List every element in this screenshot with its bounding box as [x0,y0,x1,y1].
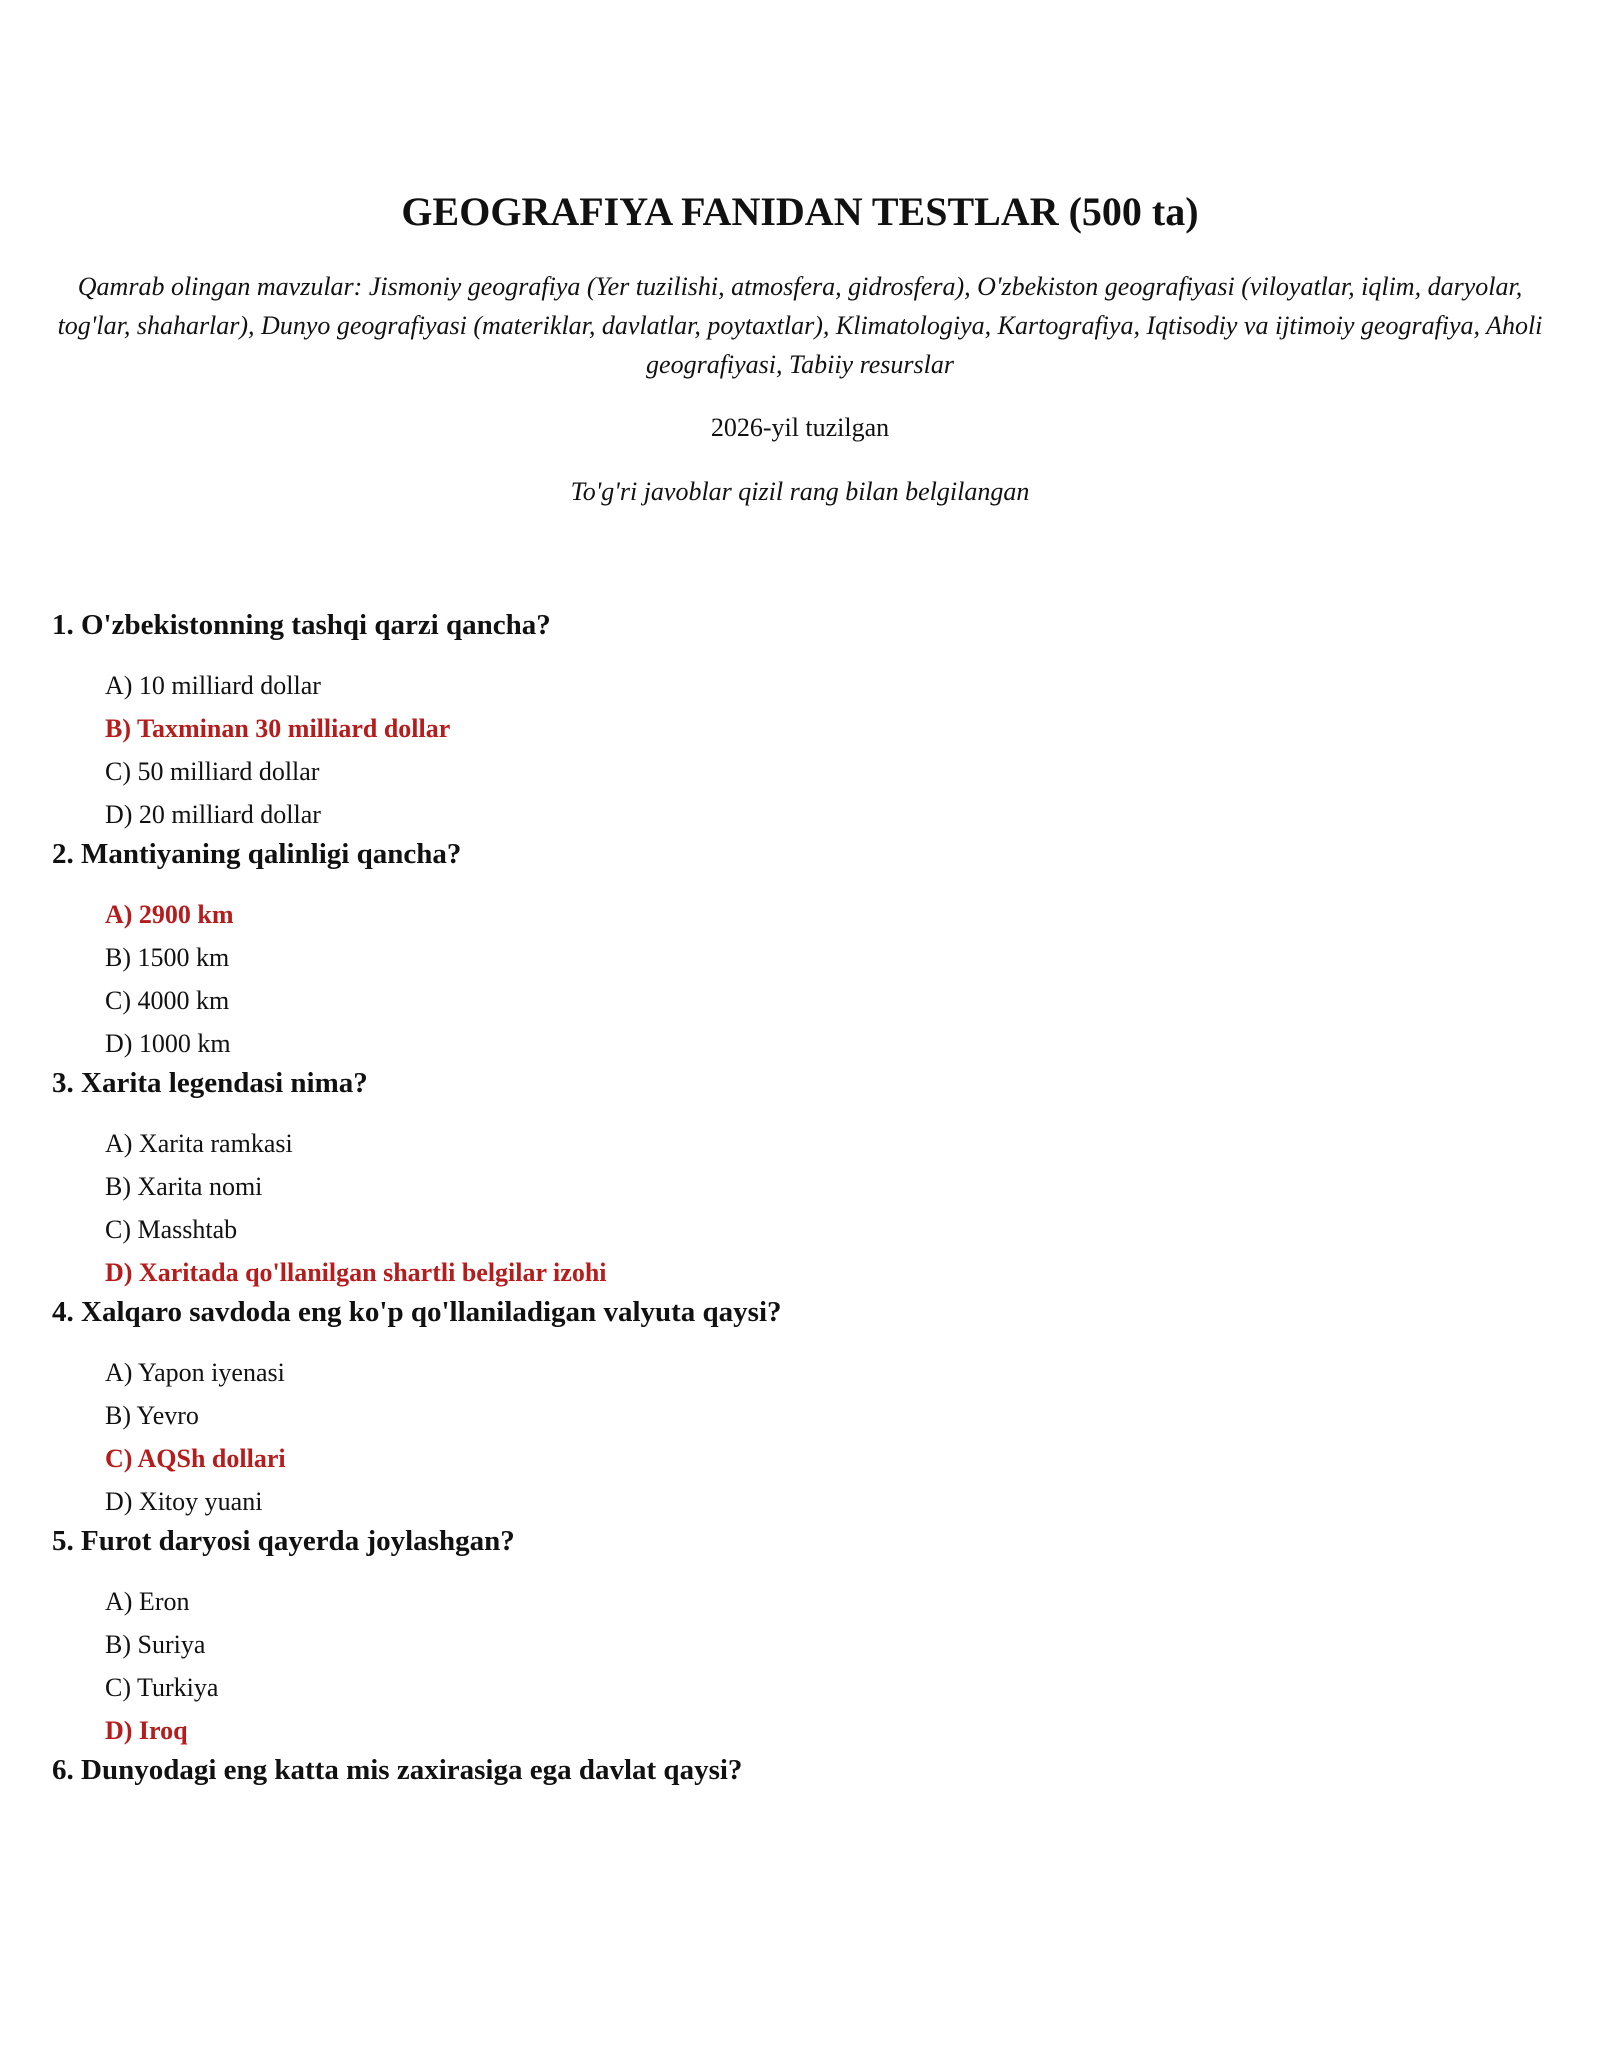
answer-option: C) Turkiya [105,1673,219,1702]
answer-key-note: To'g'ri javoblar qizil rang bilan belgilangan [570,477,1030,506]
question-block [52,836,1552,1065]
answer-option: D) 1000 km [105,1029,231,1058]
question-block [52,1752,1552,1788]
question-text: 5. Furot daryosi qayerda joylashgan? [52,1525,515,1557]
answer-option: D) 20 milliard dollar [105,800,321,829]
answer-option: C) Masshtab [105,1215,238,1244]
answer-options [52,1122,1552,1294]
question-list [52,607,1552,1809]
answer-option: A) 10 milliard dollar [105,671,321,700]
answer-option: A) Eron [105,1587,190,1616]
answer-options [52,1351,1552,1523]
question-text: 1. O'zbekistonning tashqi qarzi qancha? [52,609,551,641]
created-year: 2026-yil tuzilgan [710,413,890,442]
answer-option: C) 4000 km [105,986,230,1015]
correct-answer-option: D) Xaritada qo'llanilgan shartli belgilar izohi [105,1258,607,1287]
question-block [52,1523,1552,1752]
correct-answer-option: B) Taxminan 30 milliard dollar [105,714,451,743]
question-block [52,1294,1552,1523]
question-text: 6. Dunyodagi eng katta mis zaxirasiga ega davlat qaysi? [52,1754,743,1786]
answer-options [52,1580,1552,1752]
answer-option: B) 1500 km [105,943,230,972]
question-text: 3. Xarita legendasi nima? [52,1067,368,1099]
coverage-topics: Qamrab olingan mavzular: Jismoniy geografiya (Yer tuzilishi, atmosfera, gidrosfera), O'zbekiston geografiyasi (viloyatlar, iqlim, daryolar, tog'lar, shaharlar), Dunyo geografiyasi (materiklar, davlatlar, poytaxtlar), Klimatologiya, Kartografiya, Iqtisodiy va ijtimoiy geografiya, Aholi geografiyasi, Tabiiy resurslar [57,272,1543,379]
answer-option: B) Suriya [105,1630,206,1659]
document-title: GEOGRAFIYA FANIDAN TESTLAR (500 ta) [401,189,1199,234]
answer-option: B) Xarita nomi [105,1172,263,1201]
question-text: 4. Xalqaro savdoda eng ko'p qo'llaniladigan valyuta qaysi? [52,1296,782,1328]
question-block [52,607,1552,836]
answer-option: A) Yapon iyenasi [105,1358,285,1387]
question-block [52,1065,1552,1294]
answer-option: D) Xitoy yuani [105,1487,263,1516]
correct-answer-option: C) AQSh dollari [105,1444,286,1473]
correct-answer-option: A) 2900 km [105,900,234,929]
answer-option: C) 50 milliard dollar [105,757,320,786]
answer-options [52,664,1552,836]
answer-option: B) Yevro [105,1401,199,1430]
answer-options [52,893,1552,1065]
answer-option: A) Xarita ramkasi [105,1129,293,1158]
correct-answer-option: D) Iroq [105,1716,188,1745]
question-text: 2. Mantiyaning qalinligi qancha? [52,838,462,870]
